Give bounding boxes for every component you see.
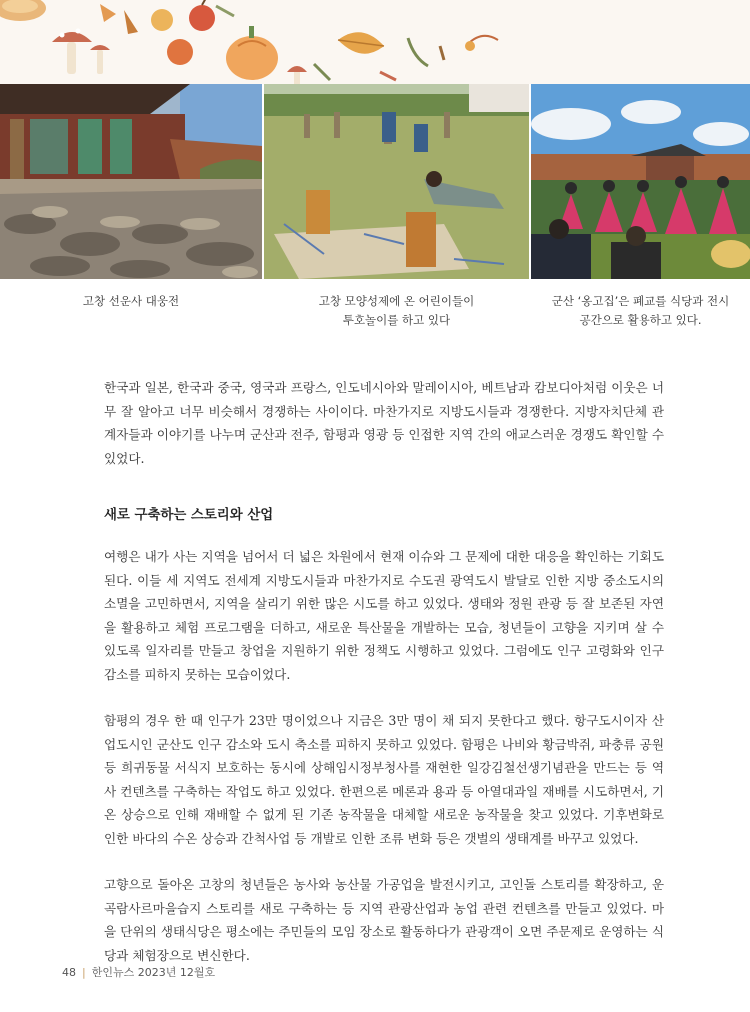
article-body bbox=[104, 376, 664, 967]
article-paragraph-2: 여행은 내가 사는 지역을 넘어서 더 넓은 차원에서 현재 이슈와 그 문제에 대한 대응을 확인하는 기회도 된다. 이들 세 지역도 전세계 지방도시들과 마찬가지로 수도권 광역도시 발달로 인한 지방 중소도시의 소멸을 고민하면서, 지역을 살리기 위한 많은 시도를 하고 있었다. 생태와 정원 관광 등 잘 보존된 자연을 활용하고 체험 프로그램을 더하고, 새로운 특산물을 개발하는 모습, 청년들이 고향을 지키며 살 수 있도록 일자리를 만들고 창업을 지원하기 위한 정책도 시행하고 있었다. 그럼에도 인구 고령화와 인구 감소를 피하지 못하는 모습이었다. bbox=[104, 549, 664, 682]
temple-photo bbox=[0, 84, 262, 279]
article-paragraph-1: 한국과 일본, 한국과 중국, 영국과 프랑스, 인도네시아와 말레이시아, 베트남과 캄보디아처럼 이웃은 너무 잘 알아고 너무 비슷해서 경쟁하는 사이이다. 마찬가지로 지방도시들과 경쟁한다. 지방자치단체 관계자들과 이야기를 나누며 군산과 전주, 함평과 영광 등 인접한 지역 간의 애교스러운 경쟁도 확인할 수 있었다. bbox=[104, 380, 664, 466]
photo-caption-temple: 고창 선운사 대웅전 bbox=[82, 294, 180, 308]
school-restaurant-performance-photo bbox=[531, 84, 750, 279]
photo-caption-festival: 고창 모양성제에 온 어린이들이 투호놀이를 하고 있다 bbox=[318, 294, 475, 327]
section-heading: 새로 구축하는 스토리와 산업 bbox=[104, 508, 274, 523]
photo-caption-restaurant: 군산 ‘옹고집’은 폐교를 식당과 전시 공간으로 활용하고 있다. bbox=[551, 294, 730, 327]
page-number: 48 bbox=[62, 966, 76, 979]
autumn-illustration-banner bbox=[0, 0, 750, 84]
publication-name: 한인뉴스 2023년 12월호 bbox=[91, 966, 216, 979]
photo-strip bbox=[0, 84, 750, 279]
page-footer bbox=[62, 964, 215, 980]
article-paragraph-3: 함평의 경우 한 때 인구가 23만 명이었으나 지금은 3만 명이 채 되지 못한다고 했다. 항구도시이자 산업도시인 군산도 인구 감소와 도시 축소를 피하지 못하고 있었다. 함평은 나비와 황금박쥐, 파충류 공원 등 희귀동물 서식지 보호하는 동시에 상해임시정부청사를 재현한 일강김철선생기념관을 만드는 등 역사 컨텐츠를 구축하는 작업도 하고 있었다. 한편으론 메론과 용과 등 아열대과일 재배를 시도하면서, 기온 상승으로 인해 재배할 수 없게 된 기존 농작물을 대체할 새로운 농작물을 찾고 있었다. 기후변화로 인한 바다의 수온 상승과 간척사업 등 개발로 인한 조류 변화 등은 갯벌의 생태계를 바꾸고 있었다. bbox=[104, 713, 664, 846]
footer-divider: | bbox=[82, 966, 86, 979]
article-paragraph-4: 고향으로 돌아온 고창의 청년들은 농사와 농산물 가공업을 발전시키고, 고인돌 스토리를 확장하고, 운곡람사르마을습지 스토리를 새로 구축하는 등 지역 관광산업과 농업 관련 컨텐츠를 만들고 있었다. 마을 단위의 생태식당은 평소에는 주민들의 모임 장소로 활동하다가 관광객이 오면 주문제로 운영하는 식당과 체험장으로 변신한다. bbox=[104, 877, 664, 963]
festival-game-photo bbox=[264, 84, 529, 279]
